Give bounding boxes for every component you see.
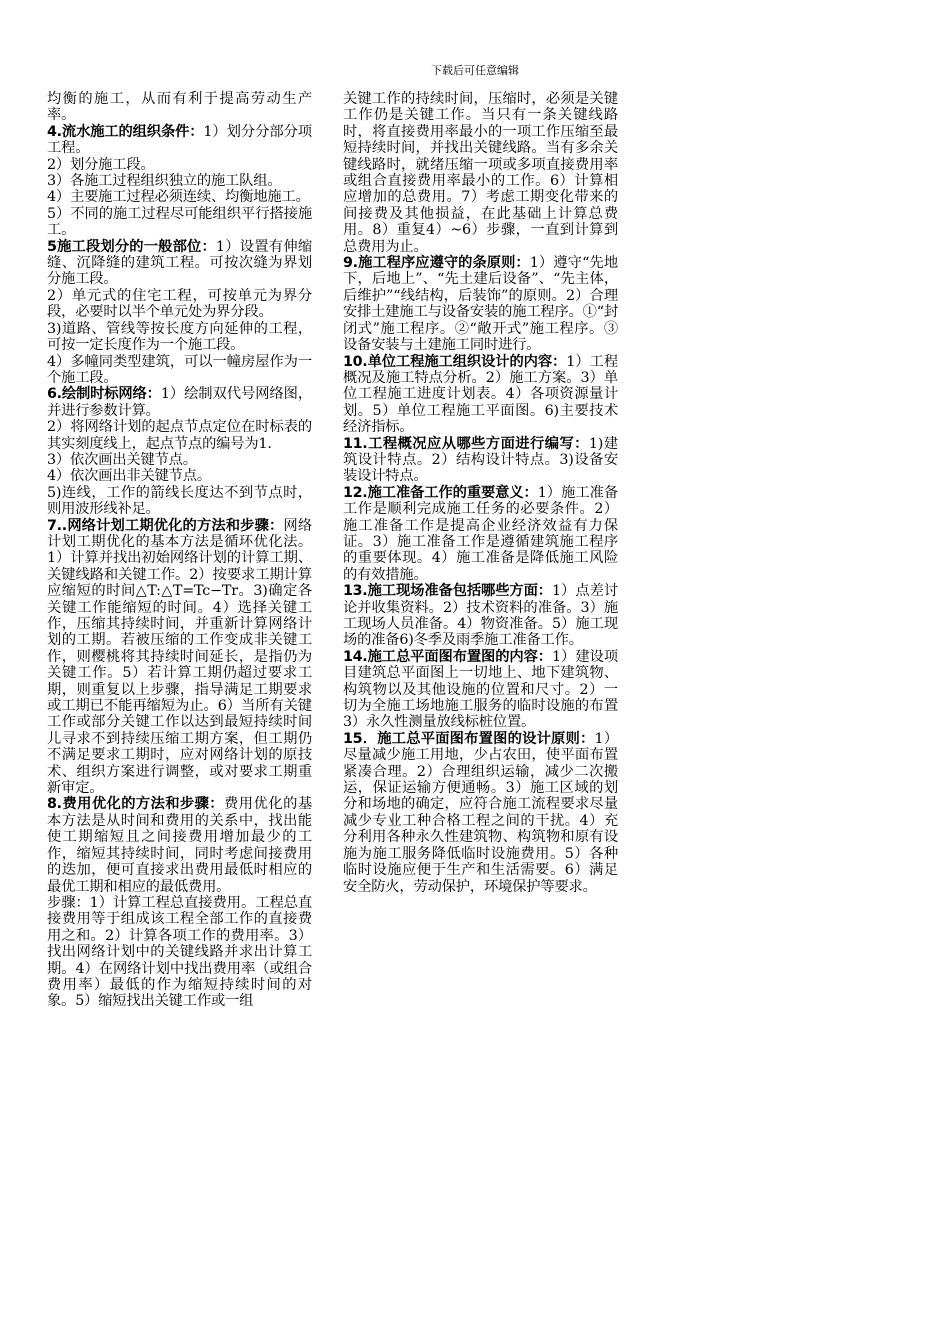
section-heading: 13.施工现场准备包括哪些方面： bbox=[343, 583, 552, 600]
paragraph: 4）主要施工过程必须连续、均衡地施工。 bbox=[47, 189, 310, 206]
section-heading: 6.绘制时标网络： bbox=[47, 386, 161, 403]
paragraph: 3）各施工过程组织独立的施工队组。 bbox=[47, 173, 282, 190]
paragraph: 5）不同的施工过程尽可能组织平行搭接施工。 bbox=[47, 205, 312, 239]
section-heading: 5施工段划分的一般部位： bbox=[47, 238, 216, 255]
section-11: 11.工程概况应从哪些方面进行编写：1)建筑设计特点。2）结构设计特点。3)设备安装设计特点。 bbox=[343, 435, 618, 485]
section-heading: 12.施工准备工作的重要意义： bbox=[343, 484, 538, 501]
paragraph: 3）依次画出关键节点。 bbox=[47, 451, 197, 468]
section-6: 6.绘制时标网络：1）绘制双代号网络图，并进行参数计算。 bbox=[47, 386, 312, 419]
paragraph: 均衡的施工，从而有利于提高劳动生产率。 bbox=[47, 91, 312, 124]
section-heading: 15．施工总平面图布置图的设计原则： bbox=[343, 730, 595, 747]
paragraph: 2）单元式的住宅工程，可按单元为界分段，必要时以半个单元处为界分段。 bbox=[47, 287, 312, 321]
right-column bbox=[343, 91, 618, 895]
paragraph: 3)道路、管线等按长度方向延伸的工程，可按一定长度作为一个施工段。 bbox=[47, 320, 312, 354]
section-heading: 4.流水施工的组织条件： bbox=[47, 123, 204, 140]
paragraph: 4）多幢同类型建筑，可以一幢房屋作为一个施工段。 bbox=[47, 353, 312, 386]
section-heading: 9.施工程序应遵守的条原则： bbox=[343, 255, 530, 272]
section-heading: 8.费用优化的方法和步骤： bbox=[47, 796, 224, 813]
section-14: 14.施工总平面图布置图的内容：1）建设项目建筑总平面图上一切地上、地下建筑物、构筑物以及其他设施的位置和尺寸。2）一切为全施工场地施工服务的临时设施的布置3）永久性测量放线标桩位置。 bbox=[343, 648, 618, 731]
paragraph: 关键工作的持续时间，压缩时，必须是关键工作仍是关键工作。当只有一条关键线路时，将直接费用率最小的一项工作压缩至最短持续时间，并找出关键线路。当有多余关键线路时，就绪压缩一项或多项直接费用率或组合直接费用率最小的工作。6）计算相应增加的总费用。7）考虑工期变化带来的间接费及其他损益，在此基础上计算总费用。8）重复4）~6）步骤，一直到计算到总费用为止。 bbox=[343, 91, 618, 255]
page-header: 下载后可任意编辑 bbox=[431, 64, 519, 77]
paragraph: 步骤：1）计算工程总直接费用。工程总直接费用等于组成该工程全部工作的直接费用之和。2）计算各项工作的费用率。3）找出网络计划中的关键线路并求出计算工期。4）在网络计划中找出费用率（或组合费用率）最低的作为缩短持续时间的对象。5）缩短找出关键工作或一组 bbox=[47, 894, 312, 1010]
left-column bbox=[47, 91, 312, 1010]
paragraph: 2）将网络计划的起点节点定位在时标表的其实刻度线上，起点节点的编号为1. bbox=[47, 419, 312, 452]
section-7: 7..网络计划工期优化的方法和步骤：网络计划工期优化的基本方法是循环优化法。1）计算并找出初始网络计划的计算工期、关键线路和关键工作。2）按要求工期计算应缩短的时间△T:△T=Tc−Tr。3)确定各关键工作能缩短的时间。4）选择关键工作，压缩其持续时间，并重新计算网络计划的工期。若被压缩的工作变成非关键工作，则樱桃将其持续时间延长，是指仍为关键工作。5）若计算工期仍超过要求工期，则重复以上步骤，指导满足工期要求或工期已不能再缩短为止。6）当所有关键工作或部分关键工作以达到最短持续时间儿寻求不到持续压缩工期方案，但工期仍不满足要求工期时，应对网络计划的原技术、组织方案进行调整，或对要求工期重新审定。 bbox=[47, 517, 312, 797]
section-10: 10.单位工程施工组织设计的内容：1）工程概况及施工特点分析。2）施工方案。3）单位工程施工进度计划表。4）各项资源量计划。5）单位工程施工平面图。6)主要技术经济指标。 bbox=[343, 353, 618, 436]
section-15: 15．施工总平面图布置图的设计原则：1）尽量减少施工用地，少占农田，使平面布置紧凑合理。2）合理组织运输，减少二次搬运，保证运输方便通畅。3）施工区域的划分和场地的确定，应符合施工流程要求尽量减少专业工种合格工程之间的干扰。4）充分利用各种永久性建筑物、构筑物和原有设施为施工服务降低临时设施费用。5）各种临时设施应便于生产和生活需要。6）满足安全防火，劳动保护，环境保护等要求。 bbox=[343, 730, 618, 895]
section-12: 12.施工准备工作的重要意义：1）施工准备工作是顺利完成施工任务的必要条件。2）施工准备工作是提高企业经济效益有力保证。3）施工准备工作是遵循建筑施工程序的重要体现。4）施工准备是降低施工风险的有效措施。 bbox=[343, 484, 618, 583]
section-heading: 11.工程概况应从哪些方面进行编写： bbox=[343, 435, 589, 452]
section-heading: 7..网络计划工期优化的方法和步骤： bbox=[47, 517, 284, 534]
section-9: 9.施工程序应遵守的条原则：1）遵守“先地下，后地上”、“先土建后设备”、“先主体，后维护”“线结构，后装饰”的原则。2）合理安排土建施工与设备安装的施工程序。①“封闭式”施工程序。②“敞开式”施工程序。③设备安装与土建施工同时进行。 bbox=[343, 255, 618, 354]
section-13: 13.施工现场准备包括哪些方面：1）点差讨论并收集资料。2）技术资料的准备。3）施工现场人员准备。4）物资准备。5）施工现场的准备6)冬季及雨季施工准备工作。 bbox=[343, 583, 618, 649]
paragraph: 2）划分施工段。 bbox=[47, 156, 155, 173]
paragraph: 5)连线，工作的箭线长度达不到节点时，则用波形线补足。 bbox=[47, 484, 312, 518]
section-heading: 14.施工总平面图布置图的内容： bbox=[343, 648, 552, 665]
section-4: 4.流水施工的组织条件：1）划分分部分项工程。 bbox=[47, 123, 313, 157]
section-5: 5施工段划分的一般部位：1）设置有伸缩缝、沉降缝的建筑工程。可按次缝为界划分施工段。 bbox=[47, 238, 312, 288]
section-8: 8.费用优化的方法和步骤：费用优化的基本方法是从时间和费用的关系中，找出能使工期缩短且之间接费用增加最少的工作，缩短其持续时间，同时考虑间接费用的迭加，便可直接求出费用最低时相应的最优工期和相应的最低费用。 bbox=[47, 796, 312, 895]
section-heading: 10.单位工程施工组织设计的内容： bbox=[343, 353, 567, 370]
paragraph: 4）依次画出非关键节点。 bbox=[47, 468, 211, 485]
